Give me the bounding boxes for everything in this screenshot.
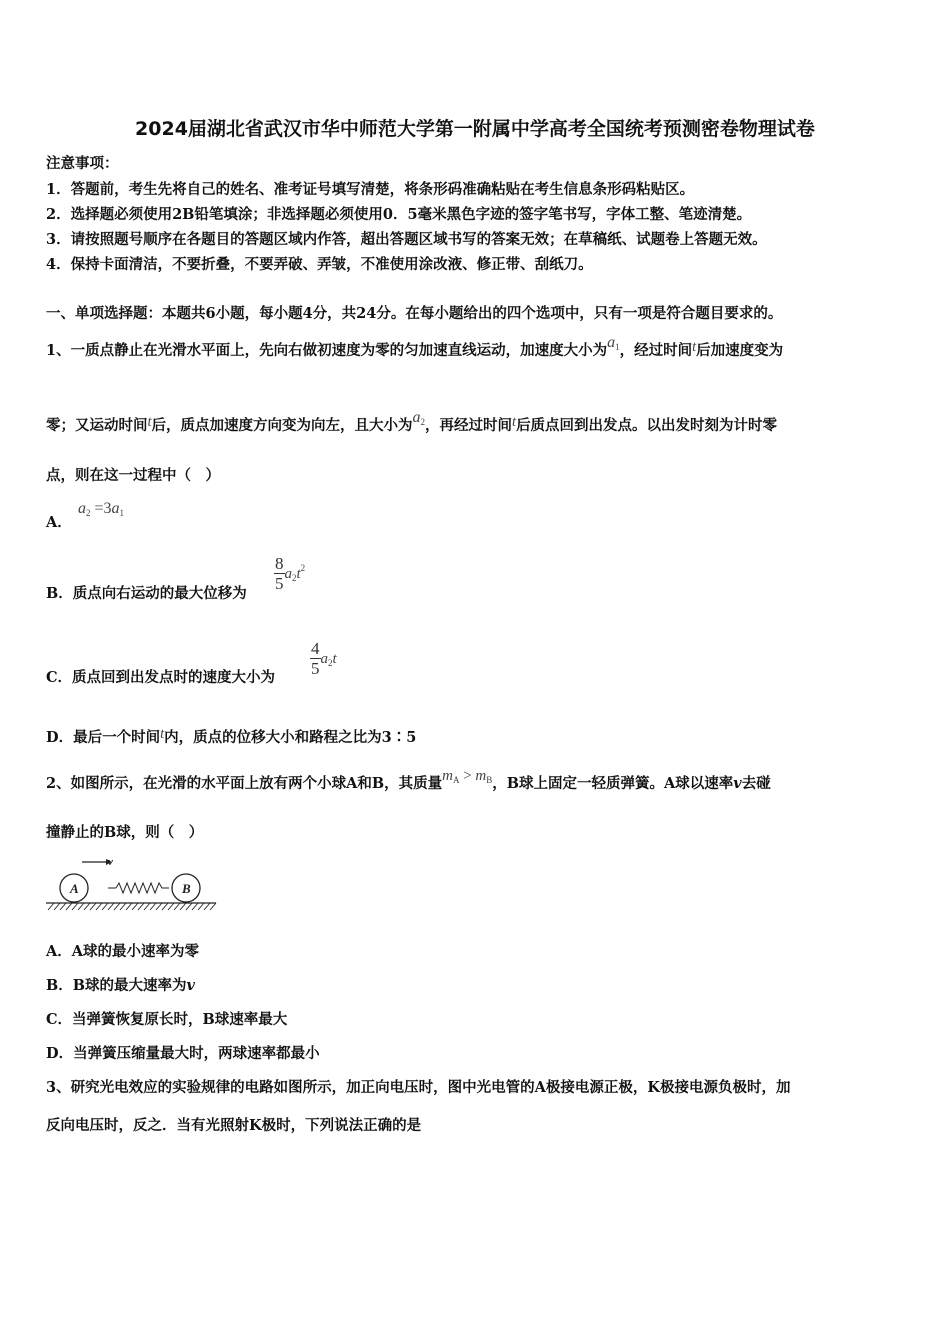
exam-title: 2024届湖北省武汉市华中师范大学第一附属中学高考全国统考预测密卷物理试卷 — [135, 118, 815, 140]
q2-option-c[interactable]: C．当弹簧恢复原长时，B球速率最大 — [46, 1011, 288, 1028]
a1-symbol: a1 — [607, 334, 620, 352]
q1-option-a[interactable]: A． — [46, 514, 72, 531]
q1-option-c[interactable]: C．质点回到出发点时的速度大小为 — [46, 669, 276, 686]
q1-line-2: 零；又运动时间t后，质点加速度方向变为向左，且大小为a2，再经过时间t后质点回到出发点。以出发时刻为计时零 — [46, 409, 778, 434]
ball-a-label: A — [70, 881, 79, 896]
q1-option-a-math: a2 =3a1 — [78, 500, 125, 518]
notice-item-2: 2．选择题必须使用2B铅笔填涂；非选择题必须使用0．5毫米黑色字迹的签字笔书写，字体工整、笔迹清楚。 — [46, 206, 752, 223]
notice-item-1: 1．答题前，考生先将自己的姓名、准考证号填写清楚，将条形码准确粘贴在考生信息条形码粘贴区。 — [46, 181, 695, 198]
q1-option-c-math: $\frac{4}{5}$ $a_2t$ — [311, 639, 337, 678]
notice-item-3: 3．请按照题号顺序在各题目的答题区域内作答，超出答题区域书写的答案无效；在草稿纸、试题卷上答题无效。 — [46, 231, 767, 248]
notice-item-4: 4．保持卡面清洁，不要折叠，不要弄破、弄皱，不准使用涂改液、修正带、刮纸刀。 — [46, 256, 593, 273]
ground-hatch — [48, 903, 216, 910]
q3-line-1: 3、研究光电效应的实验规律的电路如图所示，加正向电压时，图中光电管的A极接电源正极，K极接电源负极时，加 — [46, 1079, 791, 1096]
q2-line-2: 撞静止的B球，则（ ） — [46, 824, 204, 841]
q2-figure — [44, 852, 220, 916]
q1-option-d[interactable]: D．最后一个时间t内，质点的位移大小和路程之比为3∶5 — [46, 726, 417, 746]
spring — [116, 883, 169, 893]
q2-option-a[interactable]: A．A球的最小速率为零 — [46, 943, 199, 960]
mass-inequality: $m_A > m_B$ — [442, 768, 493, 785]
a2-symbol: a2 — [412, 409, 426, 427]
q1-option-b-math: $\frac{8}{5}$ $a_2t^2$ — [275, 554, 306, 593]
velocity-label: v — [108, 856, 113, 868]
q2-option-d[interactable]: D．当弹簧压缩量最大时，两球速率都最小 — [46, 1045, 320, 1062]
ball-b-label: B — [182, 881, 191, 896]
notice-heading: 注意事项： — [46, 155, 119, 172]
q2-option-b[interactable]: B．B球的最大速率为v — [46, 977, 195, 994]
q1-line-3: 点，则在这一过程中（ ） — [46, 467, 220, 484]
q1-line-1: 1、一质点静止在光滑水平面上，先向右做初速度为零的匀加速直线运动，加速度大小为a1，经过时间t后加速度变为 — [46, 334, 784, 359]
q3-line-2: 反向电压时，反之．当有光照射K极时，下列说法正确的是 — [46, 1117, 422, 1134]
q2-line-1: 2、如图所示，在光滑的水平面上放有两个小球A和B，其质量$m_A > m_B$，B球上固定一轻质弹簧。A球以速率v去碰 — [46, 768, 771, 792]
section-heading: 一、单项选择题：本题共6小题，每小题4分，共24分。在每小题给出的四个选项中，只有一项是符合题目要求的。 — [46, 305, 783, 322]
q1-option-b[interactable]: B．质点向右运动的最大位移为 — [46, 585, 247, 602]
